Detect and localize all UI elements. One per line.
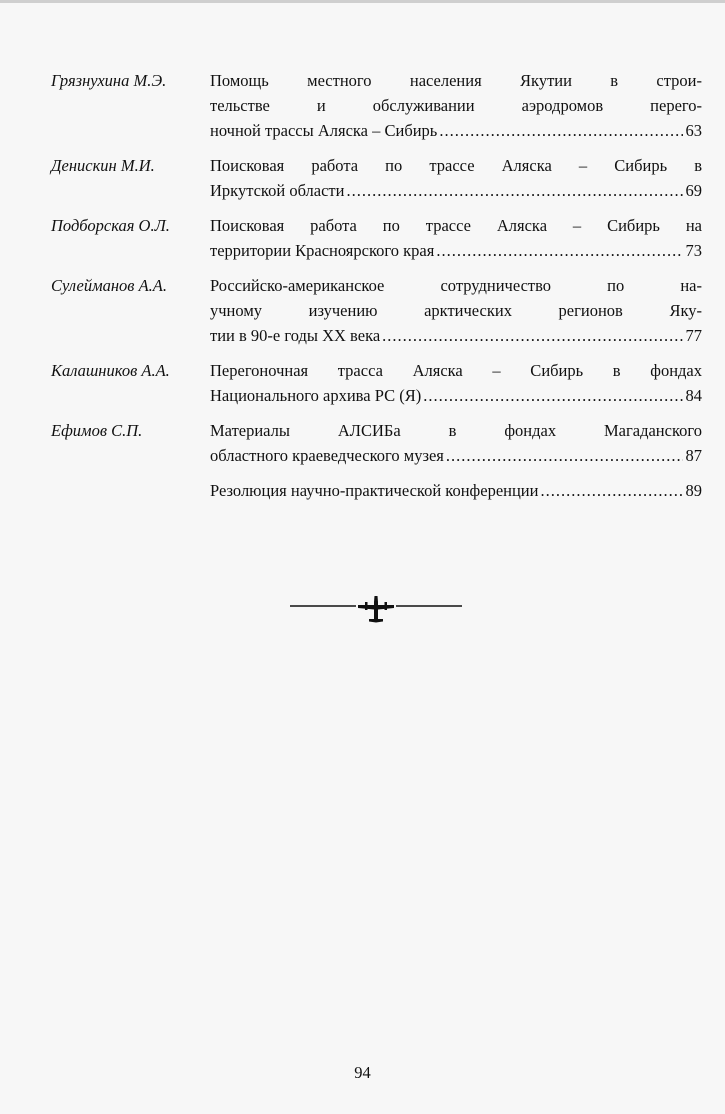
toc-leader-dots <box>423 383 682 408</box>
toc-title-last-line <box>210 383 702 408</box>
page-top-edge <box>0 0 725 3</box>
toc-title-line: Резолюция научно-практической конференции <box>210 481 539 500</box>
toc-page-number: 69 <box>685 181 702 200</box>
toc-entry <box>51 273 702 348</box>
toc-title-last-line <box>210 238 702 263</box>
toc-entry <box>51 358 702 408</box>
toc-title-line: территории Красноярского края <box>210 241 435 260</box>
toc-title-last-line <box>210 118 702 143</box>
toc-title-last-line <box>210 178 702 203</box>
toc-title-line: Поисковая работа по трассе Аляска – Сибирь в <box>210 156 702 175</box>
toc-title-line: Помощь местного населения Якутии в строи- <box>210 71 702 90</box>
toc-author: Денискин М.И. <box>51 156 155 175</box>
toc-entry <box>51 153 702 203</box>
toc-title-line: Российско-американское сотрудничество по на- <box>210 276 702 295</box>
toc-title-line: ночной трассы Аляска – Сибирь <box>210 121 438 140</box>
toc-author: Калашников А.А. <box>51 361 170 380</box>
toc-title-line: тии в 90-е годы XX века <box>210 326 381 345</box>
toc-entry <box>51 418 702 468</box>
toc-leader-dots <box>436 238 682 263</box>
toc-title <box>210 273 702 348</box>
toc-page-number: 63 <box>685 121 702 140</box>
toc-author: Грязнухина М.Э. <box>51 71 167 90</box>
toc-author: Сулейманов А.А. <box>51 276 167 295</box>
toc-title-line: Материалы АЛСИБа в фондах Магаданского <box>210 421 702 440</box>
toc-title-line: Национального архива РС (Я) <box>210 386 422 405</box>
toc-title <box>210 153 702 203</box>
toc-page-number: 87 <box>685 446 702 465</box>
toc-title-last-line <box>210 478 702 503</box>
table-of-contents <box>51 68 702 513</box>
toc-title-line: учному изучению арктических регионов Яку- <box>210 301 702 320</box>
toc-author: Подборская О.Л. <box>51 216 170 235</box>
toc-title <box>210 68 702 143</box>
toc-title-line: областного краеведческого музея <box>210 446 444 465</box>
toc-title-last-line <box>210 323 702 348</box>
toc-author: Ефимов С.П. <box>51 421 143 440</box>
toc-entry <box>51 478 702 503</box>
toc-leader-dots <box>446 443 683 468</box>
toc-page-number: 73 <box>685 241 702 260</box>
toc-title <box>210 358 702 408</box>
toc-leader-dots <box>439 118 682 143</box>
toc-leader-dots <box>346 178 682 203</box>
toc-page-number: 84 <box>685 386 702 405</box>
toc-leader-dots <box>540 478 682 503</box>
toc-title <box>210 478 702 503</box>
toc-title-line: Иркутской области <box>210 181 345 200</box>
toc-page-number: 77 <box>685 326 702 345</box>
toc-title-line: Поисковая работа по трассе Аляска – Сибирь на <box>210 216 702 235</box>
toc-title-line: Перегоночная трасса Аляска – Сибирь в фондах <box>210 361 702 380</box>
toc-title-line: тельстве и обслуживании аэродромов перего- <box>210 96 702 115</box>
airplane-divider-icon <box>290 592 462 626</box>
toc-title <box>210 418 702 468</box>
toc-page-number: 89 <box>685 481 702 500</box>
page-number: 94 <box>354 1063 371 1082</box>
toc-entry <box>51 213 702 263</box>
toc-title-last-line <box>210 443 702 468</box>
toc-entry <box>51 68 702 143</box>
toc-title <box>210 213 702 263</box>
toc-leader-dots <box>382 323 682 348</box>
